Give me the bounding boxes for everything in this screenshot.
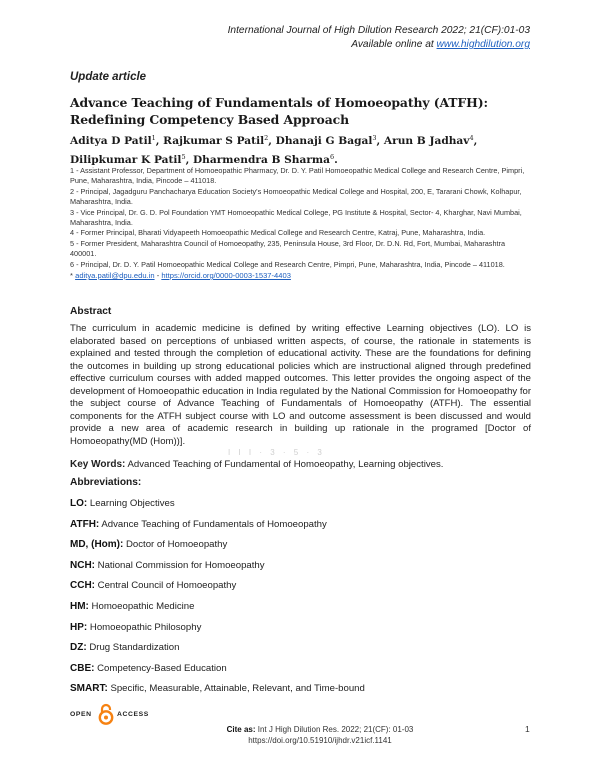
abbreviation-item: HP: Homoeopathic Philosophy xyxy=(70,621,202,633)
abstract-text: The curriculum in academic medicine is defined by writing effective Learning objectives (LO). LO is elaborated based on perceptions of unbiased written aspects, of course, the rationale in statements is explained and tested through the completion of educational activity. These are the foundations for defining the outcomes in building up strong educational policies which are instructional aligned through predefined effective curriculum courses with added mapped outcomes. This letter provides the ongoing aspect of the development of Homoeopathic education in India regulated by the National Commission for Homoeopathy for the subject course of Advance Teaching of Fundamentals of Homoeopathy (ATFH). The essential components for the ATFH subject course with LO and outcome assessment is been discussed and would provide a new area of academic research in building up rationale in the programed [Doctor of Homoeopathy(MD (Hom))]. xyxy=(70,323,531,447)
abbreviation-item: NCH: National Commission for Homoeopathy xyxy=(70,559,265,571)
keywords-text: Advanced Teaching of Fundamental of Homoeopathy, Learning objectives. xyxy=(125,459,444,470)
journal-name: International Journal of High Dilution Research 2022; 21(CF):01-03 xyxy=(227,25,530,36)
contact-line xyxy=(70,271,532,281)
article-type: Update article xyxy=(70,71,147,83)
open-lock-icon xyxy=(97,703,115,725)
abbreviation-item: LO: Learning Objectives xyxy=(70,498,175,509)
email-link[interactable]: aditya.patil@dpu.edu.in xyxy=(75,271,155,281)
journal-url-link[interactable]: www.highdilution.org xyxy=(436,39,530,50)
journal-header xyxy=(228,24,530,52)
author: Aditya D Patil$^1$, xyxy=(70,134,164,147)
abbreviation-item: ATFH: Advance Teaching of Fundamentals of Homoeopathy xyxy=(70,518,327,530)
abstract-heading: Abstract xyxy=(70,306,112,317)
abbreviation-item: SMART: Specific, Measurable, Attainable, Relevant, and Time-bound xyxy=(70,683,365,695)
author-list xyxy=(70,130,540,168)
citation-footer xyxy=(220,724,420,746)
watermark: I I I · 3 · 5 · 3 xyxy=(228,448,325,457)
affiliation: 4 - Former Principal, Bharati Vidyapeeth Homoeopathic Medical College and Research Centre, Katraj, Pune, Maharashtra, India. xyxy=(70,228,486,238)
contact-separator: - xyxy=(154,271,162,281)
affiliation: 5 - Former President, Maharashtra Council of Homoeopathy, 235, Peninsula House, 3rd Floor, Dr. D.N. Rd, Fort, Mumbai, Maharashtra 400001. xyxy=(70,238,506,259)
abbreviation-item: CBE: Competency-Based Education xyxy=(70,662,227,674)
abbreviation-item: HM: Homoeopathic Medicine xyxy=(70,600,195,612)
online-prefix: Available online at xyxy=(351,39,437,50)
affiliation: 2 - Principal, Jagadguru Panchacharya Education Society's Homoeopathic Medical College and Hospital, 200, E, Tararani Chowk, Kolhapur, Maharashtra, India. xyxy=(70,186,522,207)
journal-online xyxy=(228,38,530,52)
author: Arun B Jadhav$^4$, xyxy=(383,134,478,147)
author: Dhanaji G Bagal$^3$, xyxy=(275,134,384,147)
oa-right-text: ACCESS xyxy=(117,711,149,718)
affiliations xyxy=(70,166,532,281)
abbreviation-item: DZ: Drug Standardization xyxy=(70,642,180,654)
author: Dharmendra B Sharma$^6$. xyxy=(192,153,338,166)
open-access-logo xyxy=(70,703,160,725)
cite-label: Cite as: xyxy=(226,725,256,734)
author: Dilipkumar K Patil$^5$, xyxy=(70,153,193,166)
cite-text: Int J High Dilution Res. 2022; 21(CF): 01-03 xyxy=(255,725,414,734)
abbreviation-item: MD, (Hom): Doctor of Homoeopathy xyxy=(70,539,228,551)
affiliation: 3 - Vice Principal, Dr. G. D. Pol Foundation YMT Homoeopathic Medical College, PG Institute & Hospital, Sector- 4, Kharghar, Navi Mumbai, Maharashtra, India. xyxy=(70,207,522,228)
affiliation: 1 - Assistant Professor, Department of Homoeopathic Pharmacy, Dr. D. Y. Patil Homoeopathic Medical College and Research Centre, Pimpri, Pune, Maharashtra, India, Pincode – 411018. xyxy=(70,166,525,186)
doi-link[interactable]: https://doi.org/10.51910/ijhdr.v21icf.1141 xyxy=(248,736,392,745)
keywords xyxy=(70,458,540,471)
abbreviation-item: CCH: Central Council of Homoeopathy xyxy=(70,580,237,592)
orcid-link[interactable]: https://orcid.org/0000-0003-1537-4403 xyxy=(161,271,291,281)
affiliation: 6 - Principal, Dr. D. Y. Patil Homoeopathic Medical College and Research Centre, Pimpri, Pune, Maharashtra, India, Pincode – 411018. xyxy=(70,259,505,269)
abbreviations-heading: Abbreviations: xyxy=(70,477,142,488)
corresponding-marker: * xyxy=(70,271,73,281)
keywords-label: Key Words: xyxy=(70,459,126,470)
citation-line xyxy=(220,724,420,735)
page-number: 1 xyxy=(525,724,530,734)
abbreviation-list xyxy=(70,497,540,703)
author: Rajkumar S Patil$^2$, xyxy=(163,134,276,147)
article-title: Advance Teaching of Fundamentals of Homoeopathy (ATFH): Redefining Competency Based Approach xyxy=(70,95,488,127)
oa-left-text: OPEN xyxy=(70,711,92,718)
